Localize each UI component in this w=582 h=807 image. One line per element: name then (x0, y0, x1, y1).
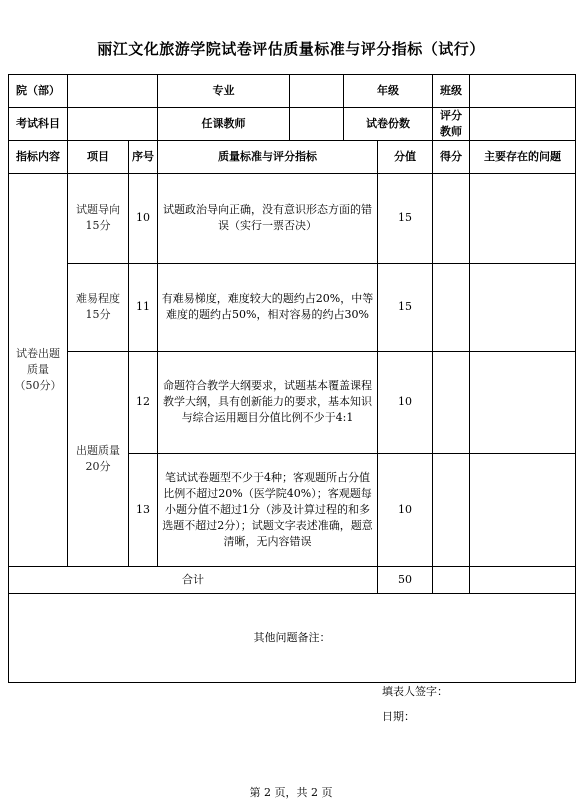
criteria-cell: 命题符合教学大纲要求，试题基本覆盖课程教学大纲，具有创新能力的要求，基本知识与综合运用题目分值比例不少于4:1 (158, 351, 378, 453)
item-name: 出题质量 (76, 443, 120, 457)
evaluation-table (8, 74, 576, 683)
grade-label: 年级 (344, 75, 433, 108)
criteria-cell: 有难易梯度，难度较大的题约占20%，中等难度的题约占50%，相对容易的约占30% (158, 263, 378, 351)
total-problems-cell[interactable] (470, 566, 576, 593)
section-cell (9, 173, 68, 566)
score-cell: 10 (378, 453, 433, 566)
problems-cell[interactable] (470, 453, 576, 566)
document-title: 丽江文化旅游学院试卷评估质量标准与评分指标（试行） (97, 40, 485, 58)
total-label: 合计 (9, 566, 378, 593)
table-row (9, 351, 576, 453)
header-problems: 主要存在的问题 (470, 140, 576, 173)
header-item: 项目 (68, 140, 129, 173)
table-row (9, 263, 576, 351)
criteria-cell: 试题政治导向正确，没有意识形态方面的错误（实行一票否决） (158, 173, 378, 263)
notes-label: 其他问题备注： (253, 630, 331, 644)
got-score-cell[interactable] (433, 351, 470, 453)
got-score-cell[interactable] (433, 453, 470, 566)
teacher-value[interactable] (290, 108, 344, 141)
total-got-cell[interactable] (433, 566, 470, 593)
header-row (9, 140, 576, 173)
score-cell: 15 (378, 263, 433, 351)
seq-cell: 13 (129, 453, 158, 566)
major-value[interactable] (290, 75, 344, 108)
subject-value[interactable] (68, 108, 158, 141)
problems-cell[interactable] (470, 263, 576, 351)
dept-label: 院（部） (9, 75, 68, 108)
seq-cell: 11 (129, 263, 158, 351)
seq-cell: 10 (129, 173, 158, 263)
score-cell: 15 (378, 173, 433, 263)
subject-label: 考试科目 (9, 108, 68, 141)
header-seq: 序号 (129, 140, 158, 173)
total-row (9, 566, 576, 593)
header-got: 得分 (433, 140, 470, 173)
problems-cell[interactable] (470, 173, 576, 263)
copies-label: 试卷份数 (344, 108, 433, 141)
dept-value[interactable] (68, 75, 158, 108)
criteria-cell: 笔试试卷题型不少于4种；客观题所占分值比例不超过20%（医学院40%）；客观题每小题分值不超过1分（涉及计算过程的和多选题不超过2分）；试题文字表述准确，题意清晰，无内容错误 (158, 453, 378, 566)
teacher-label: 任课教师 (158, 108, 290, 141)
signer-label: 填表人签字： (382, 685, 448, 698)
item-points: 20分 (85, 459, 111, 473)
item-points: 15分 (85, 219, 111, 233)
class-value[interactable] (470, 75, 576, 108)
date-label: 日期： (382, 710, 415, 723)
item-cell (68, 173, 129, 263)
header-criteria: 质量标准与评分指标 (158, 140, 378, 173)
item-points: 15分 (85, 308, 111, 322)
problems-cell[interactable] (470, 351, 576, 453)
evaluator-value[interactable] (470, 108, 576, 141)
got-score-cell[interactable] (433, 263, 470, 351)
notes-row (9, 593, 576, 682)
section-name: 试卷出题质量 (16, 346, 60, 376)
item-name: 试题导向 (76, 203, 120, 217)
header-indicator: 指标内容 (9, 140, 68, 173)
major-label: 专业 (158, 75, 290, 108)
score-cell: 10 (378, 351, 433, 453)
total-score: 50 (378, 566, 433, 593)
item-name: 难易程度 (76, 292, 120, 306)
info-row-1 (9, 75, 576, 108)
item-cell (68, 351, 129, 566)
section-points: （50分） (14, 378, 62, 392)
evaluator-label: 评分教师 (433, 108, 470, 141)
info-row-2 (9, 108, 576, 141)
class-label: 班级 (433, 75, 470, 108)
page-number: 第 2 页，共 2 页 (249, 786, 333, 799)
table-row (9, 173, 576, 263)
notes-cell[interactable] (9, 593, 576, 682)
seq-cell: 12 (129, 351, 158, 453)
got-score-cell[interactable] (433, 173, 470, 263)
item-cell (68, 263, 129, 351)
header-score: 分值 (378, 140, 433, 173)
